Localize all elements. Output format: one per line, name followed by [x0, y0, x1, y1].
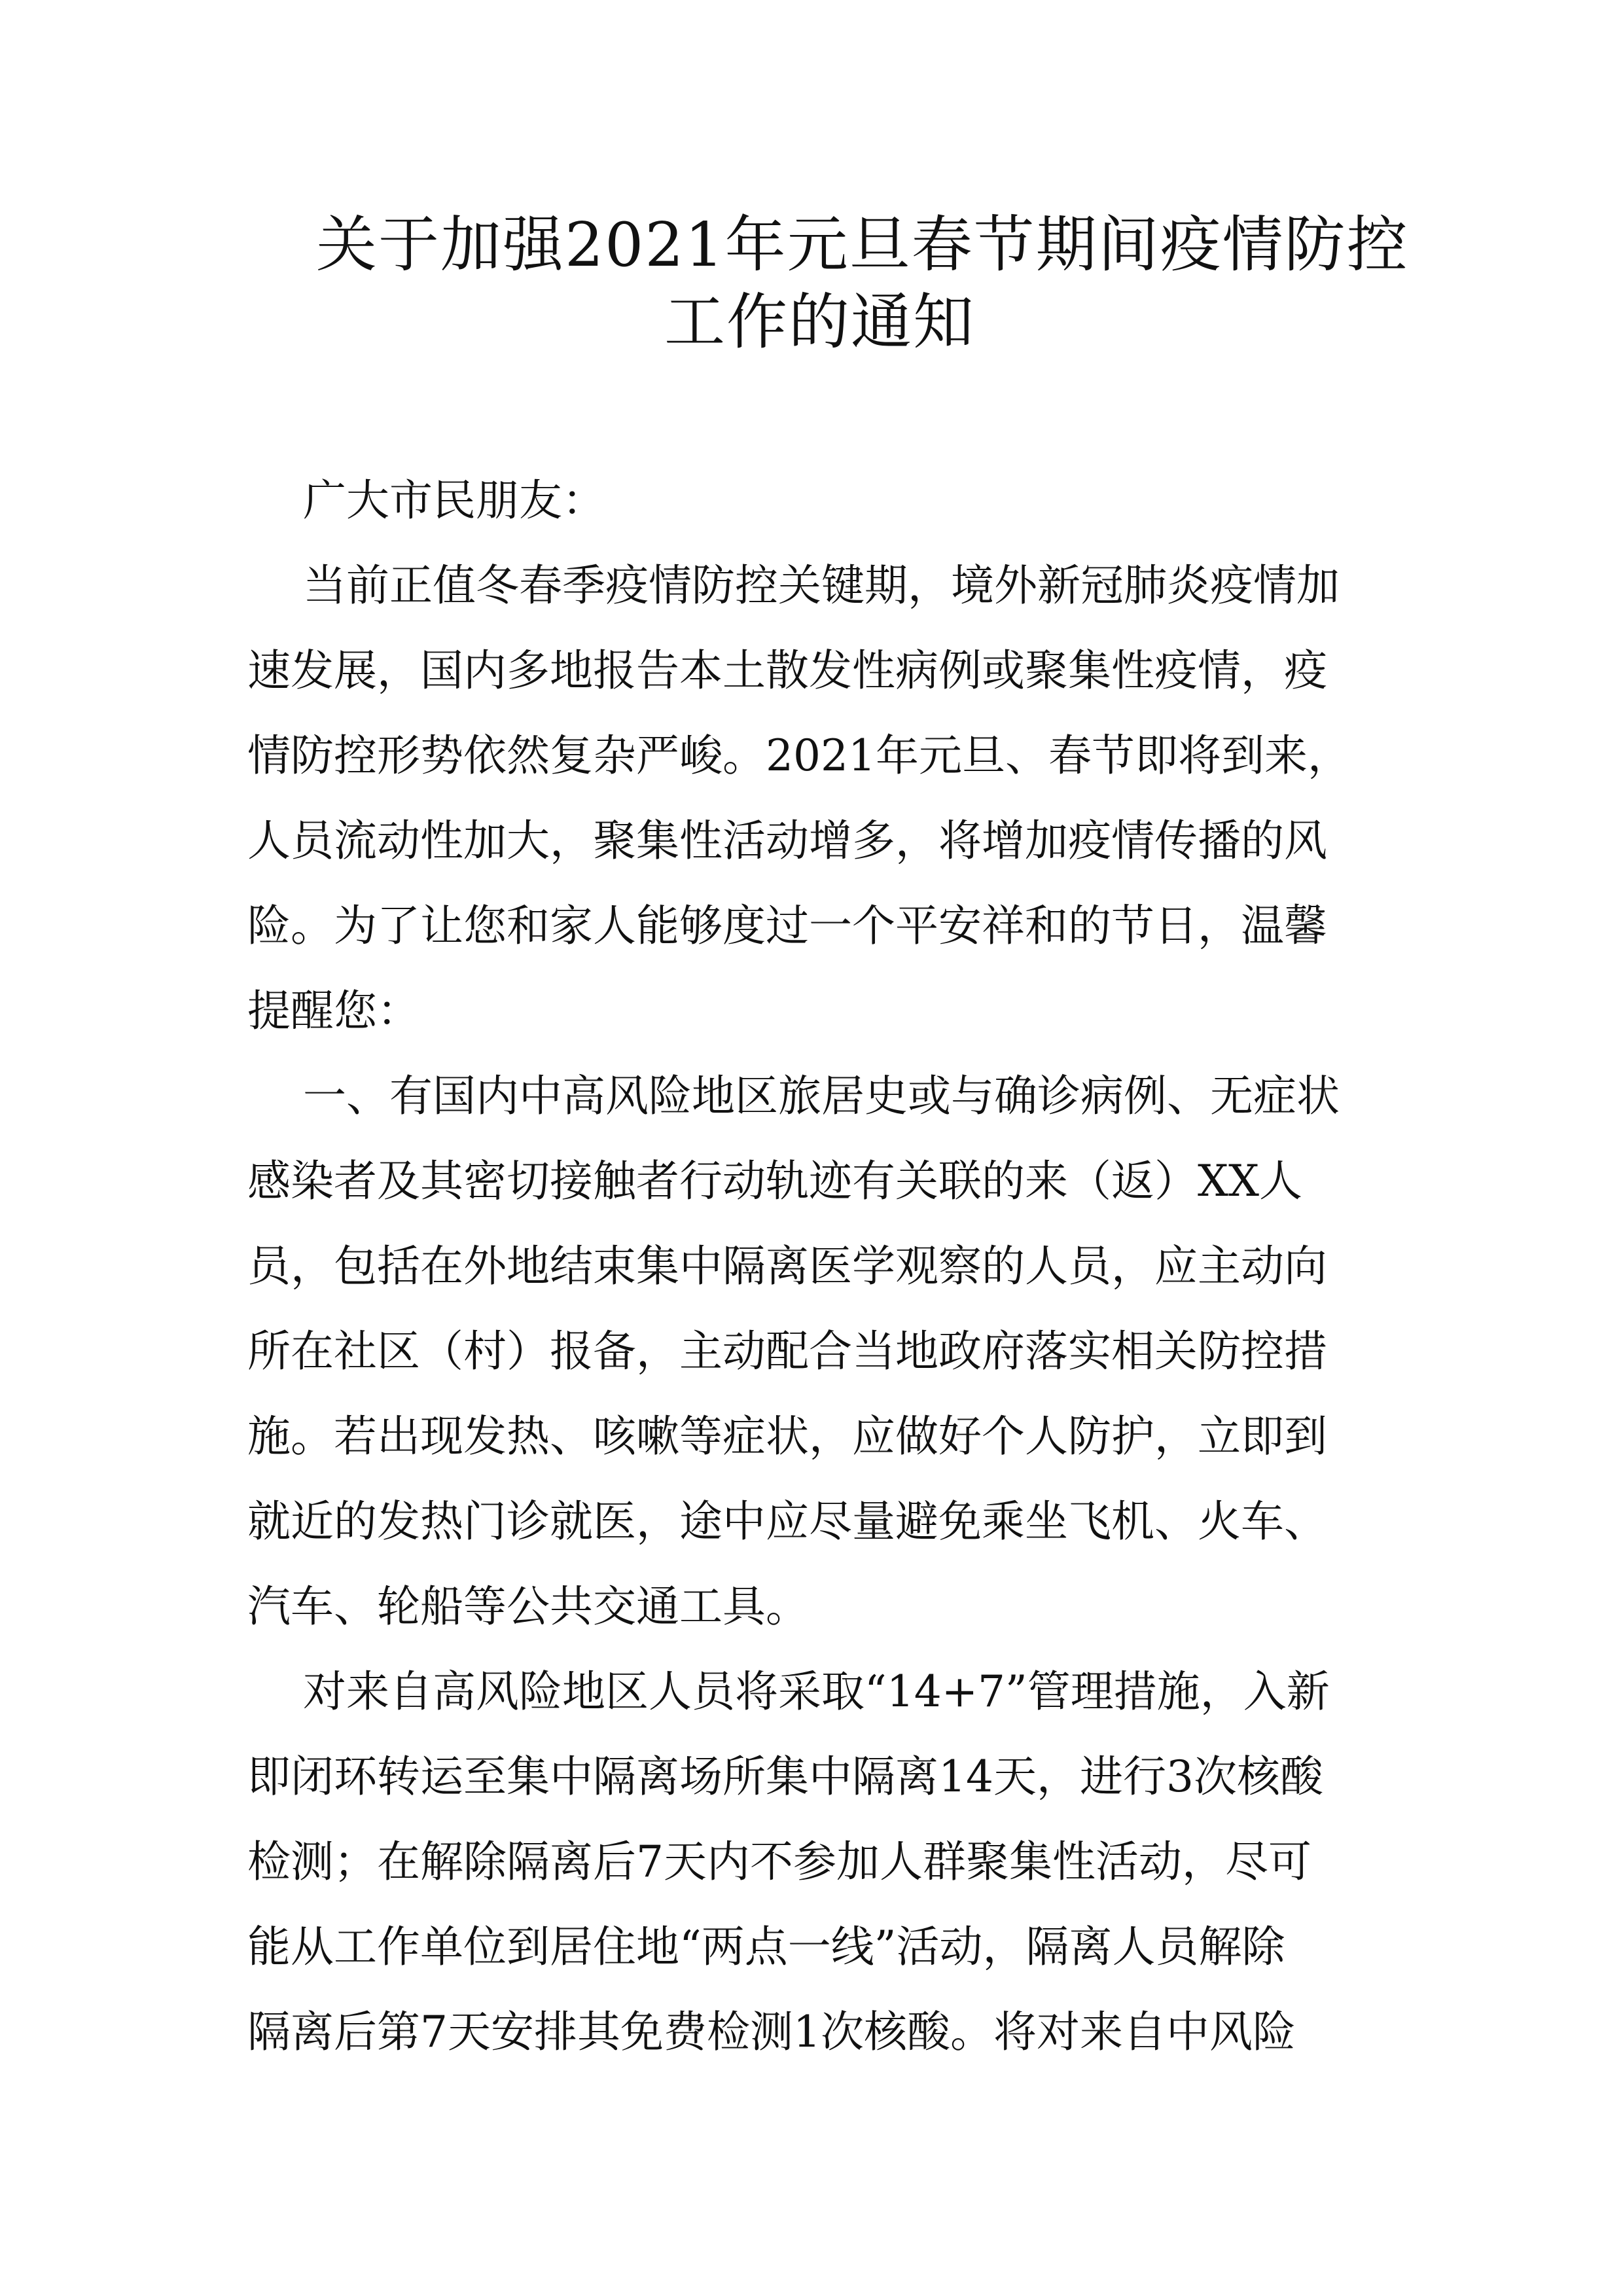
paragraph-1-line-1: 当前正值冬春季疫情防控关键期，境外新冠肺炎疫情加: [303, 560, 1340, 611]
paragraph-2-line-3: 员，包括在外地结束集中隔离医学观察的人员，应主动向: [247, 1241, 1327, 1291]
paragraph-2-line-7: 汽车、轮船等公共交通工具。: [247, 1581, 809, 1632]
paragraph-2-line-2: 感染者及其密切接触者行动轨迹有关联的来（返）XX人: [247, 1156, 1302, 1206]
paragraph-1-line-5: 险。为了让您和家人能够度过一个平安祥和的节日，温馨: [247, 901, 1327, 951]
document-title-line-2: 工作的通知: [664, 287, 975, 357]
paragraph-1-line-3: 情防控形势依然复杂严峻。2021年元旦、春节即将到来，: [247, 730, 1351, 781]
paragraph-2-line-6: 就近的发热门诊就医，途中应尽量避免乘坐飞机、火车、: [247, 1496, 1327, 1547]
document-title-line-1: 关于加强2021年元旦春节期间疫情防控: [316, 209, 1409, 280]
paragraph-1-line-2: 速发展，国内多地报告本土散发性病例或聚集性疫情，疫: [247, 645, 1327, 696]
paragraph-3-line-4: 能从工作单位到居住地“两点一线”活动，隔离人员解除: [247, 1922, 1285, 1972]
salutation: 广大市民朋友：: [303, 475, 605, 526]
paragraph-3-line-5: 隔离后第7天安排其免费检测1次核酸。将对来自中风险: [247, 2007, 1296, 2057]
paragraph-2-line-1: 一、有国内中高风险地区旅居史或与确诊病例、无症状: [303, 1071, 1340, 1121]
paragraph-2-line-5: 施。若出现发热、咳嗽等症状，应做好个人防护，立即到: [247, 1411, 1327, 1462]
paragraph-1-line-4: 人员流动性加大，聚集性活动增多，将增加疫情传播的风: [247, 816, 1327, 866]
paragraph-1-line-6: 提醒您：: [247, 986, 420, 1036]
paragraph-3-line-3: 检测；在解除隔离后7天内不参加人群聚集性活动，尽可: [247, 1837, 1311, 1887]
paragraph-2-line-4: 所在社区（村）报备，主动配合当地政府落实相关防控措: [247, 1326, 1327, 1376]
paragraph-3-line-1: 对来自高风险地区人员将采取“14+7”管理措施，入新: [303, 1666, 1330, 1717]
paragraph-3-line-2: 即闭环转运至集中隔离场所集中隔离14天，进行3次核酸: [247, 1751, 1323, 1802]
